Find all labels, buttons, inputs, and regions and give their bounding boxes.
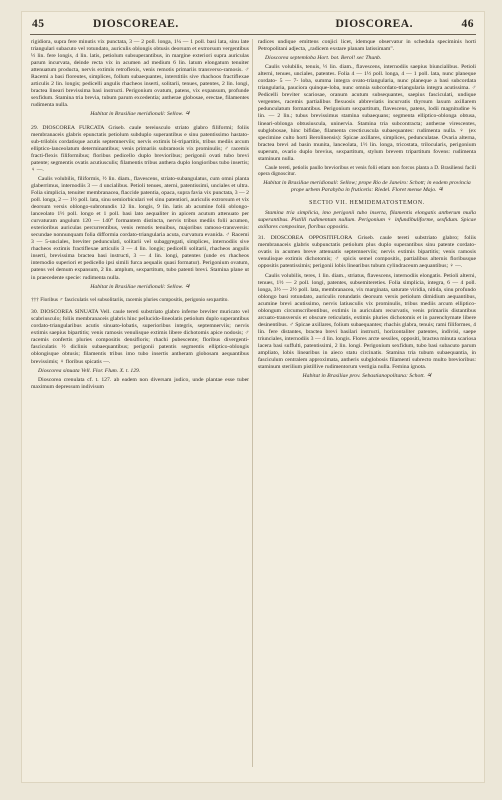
right-column [258, 39, 476, 767]
note-line: Caule tereti, petiolis paullo brevioribus et venis folii etiam non forcos planta a D. Brasiliensi facili opera dignoscitur. [258, 164, 476, 178]
page-number-right: 46 [461, 18, 474, 30]
paragraph: Caulis volubilis, filiformis, ½ lin. diam., flavescens, striato-subangulatus, cum omni planta glaberrimus, internodiis 3 — 4 uncialibus. Petioli tenues, aterni, patentissimi, unciales et ultra. Folia simplicia, tenuiter membranacea, flaccide patentia, opaca, supra favia vix punctata, 3 — 2 poll. longa, 2 — 1½ poll. lata, sinu semiorbiculari vel sinu patentiori, auriculis extrorsum et vix deorsum versis oblongo-subrotundis 12 lin. longis, 9 lin. latis ab acumine folii oblongo-lanceolato 1½ poll. longo et 1 poll. basi lato aequaliter in apicem acutum attenuato per curvaturam angulum 120 — 140° formantem distincta, nervis tribus mediis folii acumen, exterioribus auriculas percurrentibus, venis remotis tenuibus, majoribus ramoso-transversis: secundae nonnunquam folia difformia cordato-triangularia acuta, curvatura evanida. ♂ Racemi 3 — 5-unciales, breviter pedunculati, solitarii vel subaggregati, simplices, internodiis sive rhacheos extimis fractiflexae articulis 3 — 4 lin. longis; pedicelli solitarii, rhacheos angulis inserti, brevissima bractea basi instructi, 3 — 4 lin. longi, patentes (unde ex rhacheos internodio superiori et pedicello ipsi simili furca aequalis quasi formatur). Perigonium ovatum, patens vel demum expansum, 2 lin. amplum, sexpartitum, tubo patenti brevi. Stamina plane ut in praecedente specie: rudimenta nulla. [31, 175, 249, 281]
species-heading-30: 30. DIOSCOREA SINUATA Vell. caule tereti substriato glabro inferne breviter muricato vel scabriusculo; foliis membranaceis glabris hinc pellucido-lineolatis petiolum duplo superantibus cordato-triangularibus acutis sinuato-lobatis, superioribus integris, septemnerviis; nervis extimis saepius bipartitis; venis ramosis venulisque extimis libere dichotomis apice nodosis; ♂ racemis confertis pluries compositis densifloris; rhachi pubescente; floribus divergenti-fasciculatis ½ diclinis subaequantibus; perigonii patentis segmentis elliptico-oblongis oblongisque obtusis; filamentis tribus imo tubo insertis antheram globosam aequantibus brevissimis; ♀ floribus spicatis —. [31, 309, 249, 365]
species-heading-29: 29. DIOSCOREA FURCATA Griseb. caule tereiusculo striato glabro filiformi; foliis membranaceis glabris epunctatis petiolum subduplo superantibus e sinu patentissimo hastato-sub-trilobis cordatisque acutis septemnerviis; nervis extimis bi-tripartitis, tribus mediis arcum elliptico-lanceolatum determinantibus; venis primariis subramosis vix prominulis; ♂ racemis fracti-flexis filiformibus; floribus pedicello duplo brevioribus; perigonii ovati tubo brevi patente; segmentis ovatis acutiusculis; filamentis tribus anthera duplo longioribus tubo insertis; ♀ —. [31, 124, 249, 173]
habitat-line: Habitat in Brasiliae meridionali: Sellow. ♃ [90, 283, 190, 290]
left-column [31, 39, 249, 767]
paragraph: radices undique emittens conjici licet, idemque observatur in schedula speciminis horti Petropolitani adjecta, „radicem exstare planam latissimam". [258, 39, 476, 53]
reference-line: Dioscorea septemloba Hort. bot. Berol! sec Thunb. [265, 55, 382, 62]
column-divider [252, 39, 253, 767]
section-heading: SECTIO VII. HEMIDEMATOSTEMON. [309, 200, 425, 207]
running-title-left: DIOSCOREAE. [93, 18, 179, 30]
paragraph: rigidiora, supra fere minutis vix punctata, 3 — 2 poll. longa, 1¼ — 1 poll. basi lata, sinu late triangulari subacuto vel rotundato, auriculis oblongis obtusis deorsum et extrorsum vergentibus ½ lin. fere longis, 4 lin. latis, petiolum subsuperantibus, in margine exteriori supra auriculas parum incurvata, deinde recta vix in acumen ad medium 6 lin. latum elongatum tenuiter attenuatum producta, nervis extimis retroflexis, venis remotis primariis transverso-ramosis. ♂ Racemi a basi floreutes, simplices, follum subaequantes, interstitiis sive rhachoos fractiflexae articulis 2 lin. longis; pedicelli angulis rhacheos inserti, solitarii, tenues, patentes, 2 lin. longi, bractea lineari brevissima basi instructi. Perigonium ovatum, patens, vix expansum, profunde sexfidum. Stamina tria brevia, tubum parum excedentia; antherae globosae, erectae, filamentes rudimenta nulla. [31, 39, 249, 109]
paragraph: Dioscorea crenulata cf. t. 127. ab eadem non diversam judico, unde plantae esse tuber maximum depressum indivisum [31, 376, 249, 390]
habitat-line: Habitat in Brasiliae meridionali: Sellow; prope Rio de Janeiro: Schott; in eodem provincia prope urbem Parahyba in fruticetis: Riedel. Floret mense Majo. ♃ [263, 179, 471, 194]
habitat-line: Habitat in Brasiliae prov. Sebastianopolitana: Schott. ♃ [302, 373, 432, 380]
paragraph: Caulis volubilis, teres, 1 lin. diam., striatus, flavescens, internodiis elongatis. Petioli alterni, tenues, 1½ — 2 poll. longi, patentes, subsemitereties. Folia simplicia, integra, 6 — 4 poll. longa, 3½ — 2½ poll. lata, membranacea, vix marginata, saturate viridia, nitida, sinu profundo oblongo basi rotundato, auriculis rotundatis deorsum versis petiolum dimidium aequantibus, acumine brevi acutissimo, nervis latiusculis vix prominulis, tribus mediis arcum elliptico-oblongum circumscribentibus, extimis in auriculam recurvatis, venis primariis distantibus arcuato-transversis et obscure reticulatis, extimis pluries dichotomis et in parenchymate libere desinentibus. ♂ Spicae axillares, folium subaequantes; rhachis glabra, tenuis; rami filiformes, 4 lin. fere distantes, bractea brevi basilari instructi, horizontaliter patentes, indivisi, saepe triunciales, internodiis 3 — 4 lin. longis. Flores arcte sessiles, oppositi, bractea minuta scariosa lacera basi suffulti, patentissimi, 2 lin. longi. Perigonium sexfidum, tubo basi subacuto parum ampliato, lobis linearibus in aieco statu circinatis. Stamina tria tubum subaequantia, in fasciculum centralem approximata, antheris subglobosis filamenti subrecto multo brevioribus: staminum sterilium pistillive rudimentorum vestigia nulla. Femina ignota. [258, 272, 476, 371]
running-header [32, 18, 474, 34]
section-diagnosis: Stamina tria simplicia, imo perigonii tubo inserta, filamentis elongatis antherum mulla superantibus. Pistilli rudimentum nullum. Perigonium ♀ infundibuliforme, sexfidum. Spicae axillares compositae, floribus oppositis. [258, 210, 476, 231]
reference-line: Dioscorea sinuata Vell. Flor. Flum. X. t. 129. [38, 367, 141, 374]
header-rule [30, 34, 476, 35]
paragraph: Caulis volubilis, tenuis, ½ lin. diam., flavescens, internodiis saepius biuncialibus. Petioli alterni, tenues, unciales, patentes. Folia 4 — 1½ poll. longa, 4 — 1 poll. lata, nunc planeque cordato- 5 — 7- loba, summa integra ovato-triangularia, nunc planeque a basi subcordata triangularia, pauciora quinque-loba, nunc omnia subcordato-triangularia integra acutissima. ♂ Pedicelli breviter scariosae, oranum acutum subsequantes, saepius fasciculati, undique vergentes, racemis partialibus flexuosis abbreviatis incurvatis thyrsum laxum axillarem pedunculatum formantibus. Perigonium sexpartitum, flavescens, patens, lodii magnitudine ¾ lin. — 2 lin.; tubus brevissimus stamina subaequans; segmenta elliptico-oblonga obtusa, lineari-oblonga obtusiuscula, uninervia. Stamina tria subcontracta; antherae virescentes, subglobosae, hinc bifidae, filamenta crecticuscula subaequantes: rudimenta nulla. ♀ (ex speciminе culto horti Berolinensis): Spicae axillares, simplices, pedunculatae. Ovaria alterna, bractea brevi ad basin munita, lanceolata, 1½ lin. longa, tricostata, trilocularis, perigonium superum, ovario duplo brevius, sexpartitum, stylum brevem tripartitum fovens: rudimenta staminum nulla. [258, 64, 476, 162]
running-title-right: DIOSCOREA. [335, 18, 413, 30]
page-number-left: 45 [32, 18, 45, 30]
habitat-line: Habitat in Brasiliae meridionali: Sellow. ♃ [90, 111, 190, 118]
book-page [22, 12, 484, 782]
group-note: ††† Floribus ♂ fasciculatis vel subsolitariis, racemis pluries compositis, perigonio sexpartito. [31, 296, 229, 303]
species-heading-31: 31. DIOSCOREA OPPOSITIFLORA Griseb. caule tereti substriato glabro; foliis membranaceis glabris subpunctatis petiolum plus duplo superantibus sinu patente cordato-ovatis in acumen breve attenuatis septemnerviis; nervis extimis bipartitis; venis ramosis venulisque extimis dichotomis; ♂ spicis semel compositis, partialibus alternis floribusque oppositis patentissimis; perigonii lobis linearibus tubum cylindraceum aequantibus; ♀ —. [258, 235, 476, 270]
running-title [32, 18, 474, 30]
